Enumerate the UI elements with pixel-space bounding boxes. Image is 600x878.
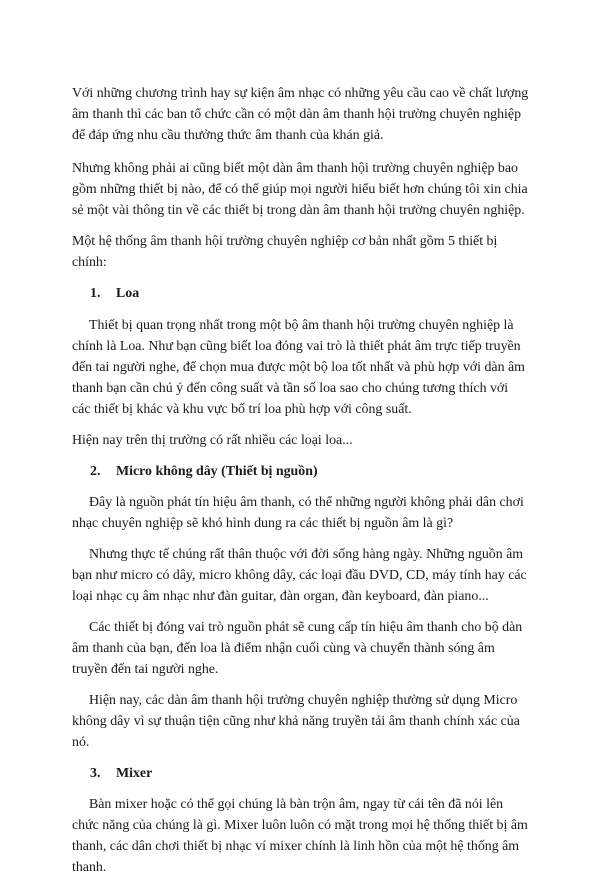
section-number: 2. — [90, 464, 101, 479]
section-paragraph: Hiện nay trên thị trường có rất nhiều các loại loa... — [72, 433, 353, 448]
section-paragraph: Bàn mixer hoặc có thể gọi chúng là bàn trộn âm, ngay từ cái tên đã nói lên chức năng của chúng là gì. Mixer luôn luôn có mặt trong mọi hệ thống thiết bị âm thanh, các dân chơi thiết bị nhạc ví mixer chính là linh hồn của một hệ thống âm thanh. — [72, 797, 528, 875]
section-paragraph: Đây là nguồn phát tín hiệu âm thanh, có thể những người không phải dân chơi nhạc chuyên nghiệp sẽ khó hình dung ra các thiết bị nguồn âm là gì? — [72, 495, 524, 531]
section-number: 3. — [90, 766, 101, 781]
section-heading-mixer — [72, 763, 530, 784]
intro-paragraph-3: Một hệ thống âm thanh hội trường chuyên nghiệp cơ bản nhất gồm 5 thiết bị chính: — [72, 234, 498, 270]
intro-paragraph-2: Nhưng không phải ai cũng biết một dàn âm thanh hội trường chuyên nghiệp bao gồm những thiết bị nào, để có thể giúp mọi người hiểu biết hơn chúng tôi xin chia sẻ một vài thông tin về các thiết bị trong dàn âm thanh hội trường chuyên nghiệp. — [72, 161, 528, 218]
section-title: Micro không dây (Thiết bị nguồn) — [116, 464, 318, 479]
section-heading-micro — [72, 461, 530, 482]
section-number: 1. — [90, 286, 101, 301]
section-paragraph: Hiện nay, các dàn âm thanh hội trường chuyên nghiệp thường sử dụng Micro không dây vì sự thuận tiện cũng như khả năng truyền tải âm thanh chính xác của nó. — [72, 693, 520, 750]
section-paragraph: Thiết bị quan trọng nhất trong một bộ âm thanh hội trường chuyên nghiệp là chính là Loa. Như bạn cũng biết loa đóng vai trò là thiết phát âm trực tiếp truyền đến tai người nghe, để chọn mua được một bộ loa tốt nhất và phù hợp với dàn âm thanh bạn cần chú ý đến công suất và tần số loa sao cho chúng tương thích với các thiết bị khác và khu vực bố trí loa phù hợp với công suất. — [72, 318, 525, 417]
section-title: Loa — [116, 286, 140, 301]
section-heading-loa — [72, 283, 530, 304]
section-paragraph: Các thiết bị đóng vai trò nguồn phát sẽ cung cấp tín hiệu âm thanh cho bộ dàn âm thanh của bạn, đến loa là điểm nhận cuối cùng và chuyển thành sóng âm truyền đến tai người nghe. — [72, 620, 523, 677]
section-title: Mixer — [116, 766, 153, 781]
document-page — [72, 83, 530, 878]
section-paragraph: Nhưng thực tế chúng rất thân thuộc với đời sống hàng ngày. Những nguồn âm bạn như micro có dây, micro không dây, các loại đầu DVD, CD, máy tính hay các loại nhạc cụ âm nhạc như đàn guitar, đàn organ, đàn keyboard, đàn piano... — [72, 547, 527, 604]
intro-paragraph-1: Với những chương trình hay sự kiện âm nhạc có những yêu cầu cao về chất lượng âm thanh thì các ban tổ chức cần có một dàn âm thanh hội trường chuyên nghiệp để đáp ứng nhu cầu thưởng thức âm thanh của khán giả. — [72, 86, 529, 143]
